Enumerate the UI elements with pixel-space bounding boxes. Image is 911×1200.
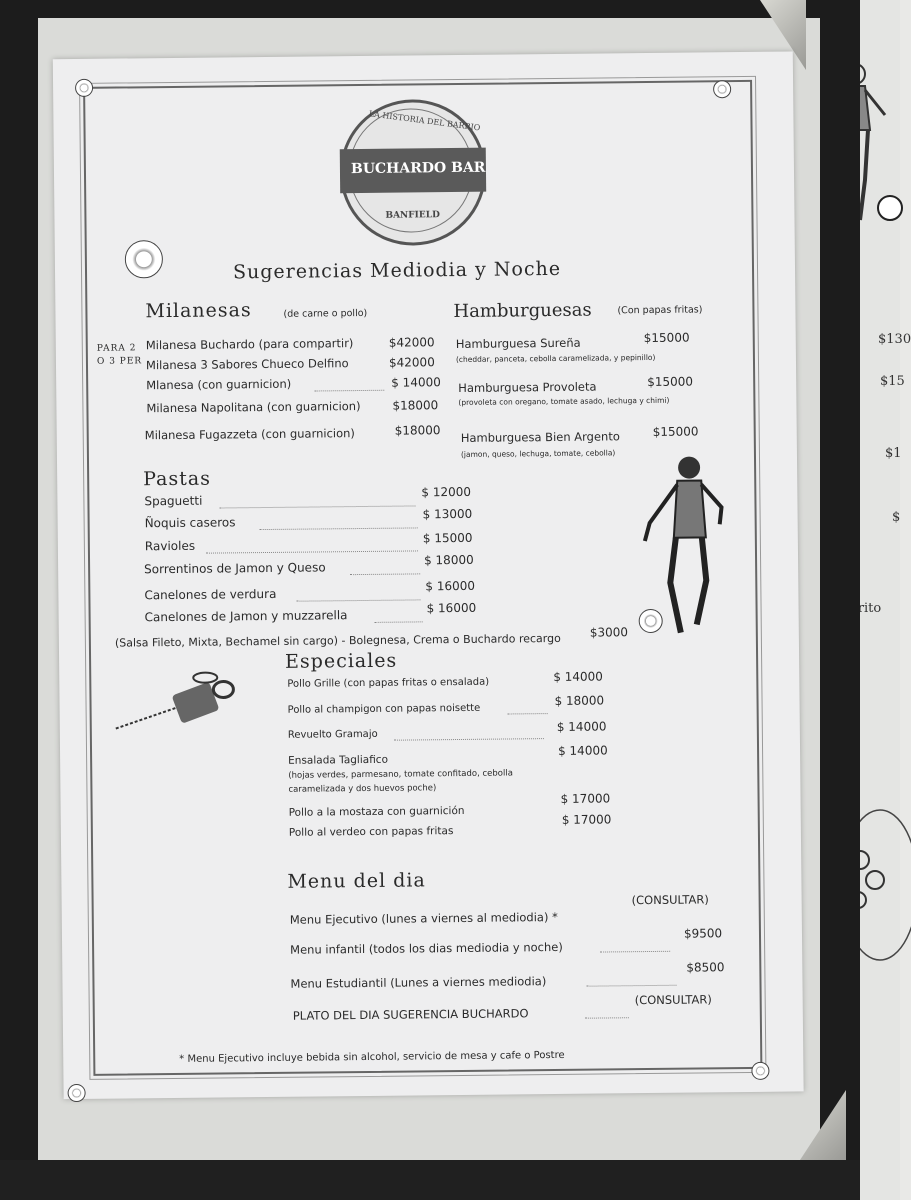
corkscrew-illustration (105, 657, 246, 738)
menu-del-dia-item-name: Menu Ejecutivo (lunes a viernes al mediodia) * (289, 909, 558, 927)
milanesas-side-note: PARA 2 (96, 343, 137, 354)
pastas-sauce-price: $3000 (589, 625, 629, 640)
pasta-item-name: Spaguetti (144, 493, 203, 509)
soccer-ball-icon (751, 1062, 769, 1080)
hamburguesa-item-price: $15000 (652, 424, 699, 439)
bg-item: evo frito (826, 601, 882, 616)
menu-sheet (53, 51, 804, 1099)
logo-top-arc: LA HISTORIA DEL BARRIO (368, 109, 481, 133)
soccer-ball-icon (125, 240, 163, 278)
pasta-item-price: $ 15000 (422, 530, 473, 546)
soccer-ball-icon (639, 609, 663, 633)
menu-del-dia-item-name: Menu Estudiantil (Lunes a viernes mediodia) (290, 974, 547, 991)
bg-price: $ (892, 510, 901, 525)
milanesa-item-name: Milanesa 3 Sabores Chueco Delfino (145, 356, 349, 373)
hamburguesa-item-name: Hamburguesa Bien Argento (460, 429, 620, 445)
pasta-item-price: $ 12000 (421, 484, 472, 500)
pasta-item-price: $ 16000 (426, 600, 477, 616)
bg-price: $15 (880, 374, 905, 389)
especial-item-name: Ensalada Tagliafico (288, 753, 389, 767)
especial-item-name: Revuelto Gramajo (287, 728, 378, 741)
pasta-item-price: $ 18000 (423, 552, 474, 568)
menu-del-dia-item-price: (CONSULTAR) (634, 992, 712, 1008)
ensalada-desc: (hojas verdes, parmesano, tomate confitado, cebolla (288, 768, 513, 781)
especial-item-price: $ 17000 (561, 812, 612, 827)
especial-item-price: $ 14000 (557, 743, 608, 758)
milanesas-side-note: O 3 PER (96, 356, 143, 367)
hamburguesa-item-price: $15000 (643, 330, 690, 346)
logo-name: BUCHARDO BAR (350, 159, 486, 178)
hamburguesas-note: (Con papas fritas) (617, 304, 703, 317)
especial-item-name: Pollo al champigon con papas noisette (287, 702, 481, 716)
menu-del-dia-title: Menu del dia (287, 869, 426, 893)
milanesa-item-name: Milanesa Napolitana (con guarnicion) (146, 399, 361, 416)
pastas-sauce-note: (Salsa Fileto, Mixta, Bechamel sin cargo) - Bolegnesa, Crema o Buchardo recargo (114, 631, 561, 650)
soccer-ball-icon (68, 1084, 86, 1102)
milanesa-item-price: $ 14000 (391, 375, 441, 390)
pasta-item-price: $ 16000 (425, 578, 476, 594)
milanesa-item-price: $42000 (388, 355, 435, 370)
bg-price: $130 (878, 332, 911, 347)
soccer-ball-icon (75, 79, 93, 97)
hamburguesa-item-desc: (cheddar, panceta, cebolla caramelizada, y pepinillo) (455, 352, 656, 365)
binder-bottom-edge (0, 1160, 860, 1200)
milanesa-item-name: Mlanesa (con guarnicion) (146, 376, 292, 393)
especial-item-price: $ 17000 (560, 791, 611, 806)
hamburguesa-item-desc: (provoleta con oregano, tomate asado, lechuga y chimi) (458, 395, 670, 407)
hamburguesa-item-desc: (jamon, queso, lechuga, tomate, cebolla) (460, 448, 616, 459)
pastas-title: Pastas (143, 467, 212, 491)
especial-item-price: $ 18000 (554, 693, 605, 708)
especial-item-price: $ 14000 (553, 669, 603, 685)
buchardo-bar-logo (339, 99, 487, 247)
pasta-item-name: Ravioles (144, 538, 196, 554)
milanesas-title: Milanesas (145, 299, 252, 323)
pasta-item-name: Ñoquis caseros (144, 515, 236, 531)
hamburguesa-item-name: Hamburguesa Sureña (455, 335, 581, 352)
hamburguesa-item-price: $15000 (647, 374, 694, 390)
especiales-title: Especiales (284, 649, 398, 673)
menu-del-dia-item-name: PLATO DEL DIA SUGERENCIA BUCHARDO (292, 1006, 529, 1023)
menu-del-dia-item-price: $8500 (686, 960, 725, 975)
especial-item-name: Pollo Grille (con papas fritas o ensalada) (287, 676, 490, 690)
pasta-item-price: $ 13000 (422, 506, 473, 522)
menu-heading: Sugerencias Mediodia y Noche (232, 257, 562, 284)
pasta-item-name: Sorrentinos de Jamon y Queso (144, 560, 326, 577)
menu-footnote: * Menu Ejecutivo incluye bebida sin alcohol, servicio de mesa y cafe o Postre (179, 1049, 565, 1065)
menu-del-dia-item-name: Menu infantil (todos los dias mediodia y noche) (290, 939, 563, 957)
milanesa-item-name: Milanesa Fugazzeta (con guarnicion) (144, 426, 355, 443)
especial-item-name: Pollo a la mostaza con guarnición (288, 804, 465, 819)
logo-bottom: BANFIELD (385, 210, 440, 221)
milanesa-item-price: $42000 (388, 335, 435, 350)
hamburguesas-title: Hamburguesas (453, 299, 592, 323)
milanesa-item-price: $18000 (394, 423, 441, 438)
menu-del-dia-item-price: $9500 (683, 926, 723, 941)
bg-price: $1 (885, 446, 902, 461)
milanesas-note: (de carne o pollo) (283, 307, 368, 320)
especial-item-price: $ 14000 (556, 719, 607, 734)
milanesa-item-price: $18000 (392, 398, 439, 413)
pasta-item-name: Canelones de Jamon y muzzarella (144, 608, 348, 625)
soccer-ball-icon (713, 80, 731, 98)
pasta-item-name: Canelones de verdura (144, 586, 277, 603)
ensalada-desc: caramelizada y dos huevos poche) (288, 783, 437, 795)
menu-del-dia-item-price: (CONSULTAR) (631, 892, 709, 908)
milanesa-item-name: Milanesa Buchardo (para compartir) (145, 336, 354, 353)
hamburguesa-item-name: Hamburguesa Provoleta (458, 379, 597, 395)
especial-item-name: Pollo al verdeo con papas fritas (288, 825, 454, 839)
